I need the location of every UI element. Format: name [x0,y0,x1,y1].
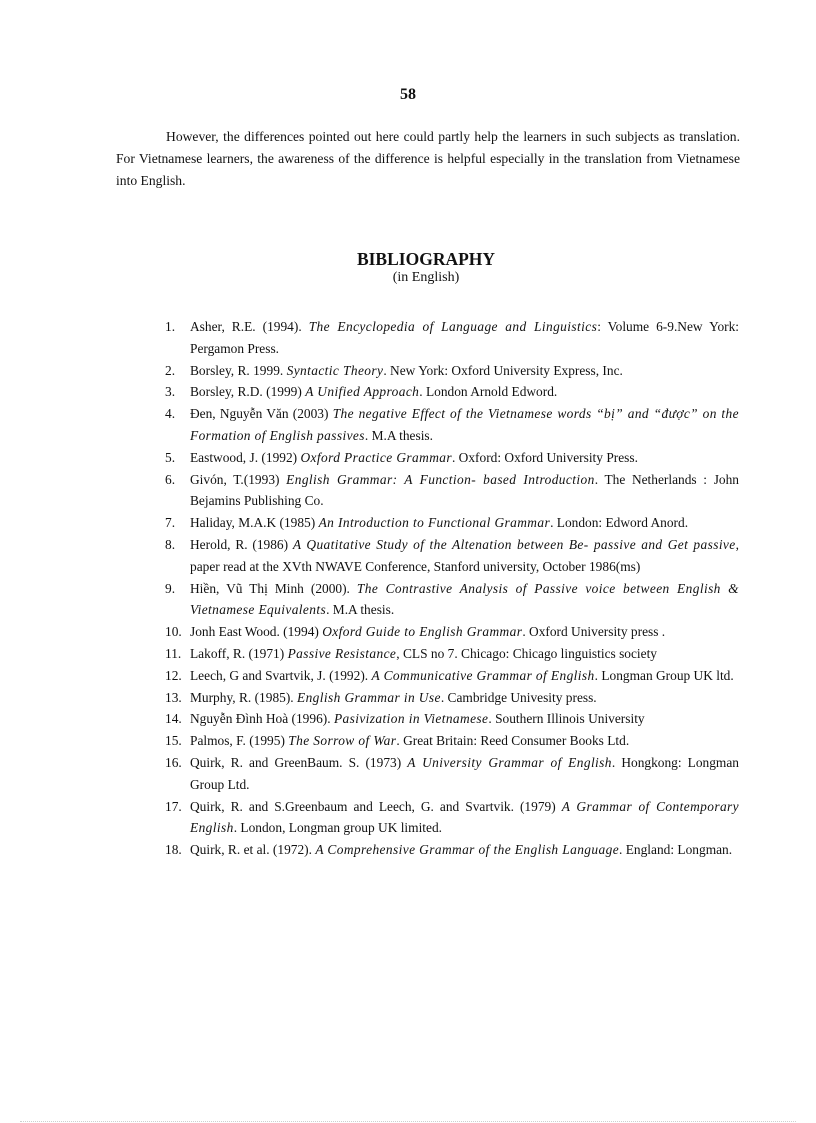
reference-author: Quirk, R. and S.Greenbaum and Leech, G. and Svartvik. (1979) [190,798,562,814]
reference-details: . Cambridge Univesity press. [440,689,597,705]
reference-details: , paper read at the XVth NWAVE Conference, Stanford university, October 1986(ms) [190,536,739,574]
reference-list [165,316,739,861]
reference-number: 12. [165,667,182,683]
reference-number: 10. [165,624,182,640]
reference-author: Leech, G and Svartvik, J. (1992). [190,667,372,683]
reference-details: : Volume 6-9.New York: Pergamon Press. [190,319,740,356]
reference-author: Jonh East Wood. (1994) [190,624,323,640]
reference-details: . London, Longman group UK limited. [233,820,442,836]
page-number: 58 [400,86,416,103]
reference-item [165,621,739,643]
reference-author: Givón, T.(1993) [190,471,287,487]
reference-details: . Southern Illinois University [488,711,645,727]
reference-item [165,687,739,709]
reference-author: Asher, R.E. (1994). [190,319,309,334]
reference-number: 8. [165,536,176,552]
reference-author: Đen, Nguyễn Văn (2003) [190,406,333,422]
reference-author: Hiền, Vũ Thị Minh (2000). [190,580,357,596]
reference-details: . M.A thesis. [364,427,433,443]
reference-title: Oxford Practice Grammar [300,449,452,465]
reference-details: . New York: Oxford University Express, Inc. [383,362,623,378]
reference-number: 16. [165,754,182,770]
reference-number: 6. [165,471,176,487]
reference-author: Herold, R. (1986) [190,536,293,552]
reference-title: A Grammar of Contemporary English [190,798,739,836]
reference-title: A Quatitative Study of the Altenation between Be- passive and Get passive [292,536,736,552]
reference-details: . London Arnold Edword. [419,384,558,400]
reference-item [165,839,739,861]
reference-title: English Grammar in Use [297,689,441,705]
reference-title: A Communicative Grammar of English [371,667,595,683]
reference-author: Palmos, F. (1995) [190,733,289,749]
reference-item [165,578,739,622]
reference-number: 1. [165,319,176,334]
reference-item [165,665,739,687]
reference-details: . Hongkong: Longman Group Ltd. [190,754,739,792]
reference-author: Nguyễn Đình Hoà (1996). [190,711,334,727]
reference-number: 4. [165,406,176,422]
reference-details: . Great Britain: Reed Consumer Books Ltd. [396,733,630,749]
reference-number: 17. [165,798,182,814]
reference-author: Eastwood, J. (1992) [190,449,301,465]
reference-details: . Oxford: Oxford University Press. [451,449,638,465]
intro-paragraph [116,126,740,192]
reference-item [165,447,739,469]
reference-details: . M.A thesis. [326,602,395,618]
reference-author: Haliday, M.A.K (1985) [190,515,319,531]
reference-title: Passive Resistance [287,645,397,661]
page-bottom-rule [20,1121,796,1122]
reference-title: Oxford Guide to English Grammar [322,624,523,640]
reference-number: 7. [165,515,176,531]
reference-title: Pasivization in Vietnamese [333,711,489,727]
reference-details: . Longman Group UK ltd. [594,667,734,683]
reference-number: 5. [165,449,176,465]
reference-title: A University Grammar of English [407,754,612,770]
reference-number: 18. [165,842,182,858]
reference-number: 13. [165,689,182,705]
reference-number: 11. [165,645,182,661]
reference-title: The Encyclopedia of Language and Linguistics [308,319,598,334]
reference-item [165,403,739,447]
reference-item [165,381,739,403]
reference-item [165,708,739,730]
reference-author: Quirk, R. and GreenBaum. S. (1973) [190,754,408,770]
reference-details: . The Netherlands : John Bejamins Publishing Co. [190,471,739,509]
reference-item [165,752,739,796]
reference-author: Murphy, R. (1985). [190,689,297,705]
reference-title: A Unified Approach [305,384,420,400]
reference-number: 2. [165,362,176,378]
reference-details: . Oxford University press . [522,624,666,640]
reference-number: 9. [165,580,176,596]
bibliography-title: BIBLIOGRAPHY [356,249,496,269]
intro-text: However, the differences pointed out here could partly help the learners in such subjects as translation. For Vietnamese learners, the awareness of the difference is helpful especially in the translation from Vietnamese into English. [116,128,740,188]
reference-author: Quirk, R. et al. (1972). [190,842,316,858]
reference-item [165,796,739,840]
reference-author: Borsley, R. 1999. [190,362,287,378]
reference-item [165,643,739,665]
reference-item [165,469,739,513]
reference-title: An Introduction to Functional Grammar [318,515,551,531]
reference-title: The Contrastive Analysis of Passive voice between English & Vietnamese Equivalents [190,580,739,618]
reference-item [165,534,739,578]
reference-item [165,512,739,534]
reference-details: , CLS no 7. Chicago: Chicago linguistics society [396,645,658,661]
reference-number: 3. [165,384,176,400]
reference-title: English Grammar: A Function- based Introduction [286,471,595,487]
reference-title: The Sorrow of War [288,733,397,749]
reference-number: 14. [165,711,182,727]
reference-author: Lakoff, R. (1971) [190,645,288,661]
reference-title: A Comprehensive Grammar of the English Language [315,842,620,858]
reference-details: . England: Longman. [619,842,733,858]
reference-item [165,730,739,752]
bibliography-subtitle: (in English) [392,270,460,285]
reference-title: The negative Effect of the Vietnamese words “bị” and “được” on the Formation of English passives [190,406,739,443]
reference-number: 15. [165,733,182,749]
reference-item [165,360,739,382]
reference-details: . London: Edword Anord. [550,515,689,531]
reference-item [165,316,739,360]
reference-author: Borsley, R.D. (1999) [190,384,306,400]
reference-title: Syntactic Theory [286,362,384,378]
